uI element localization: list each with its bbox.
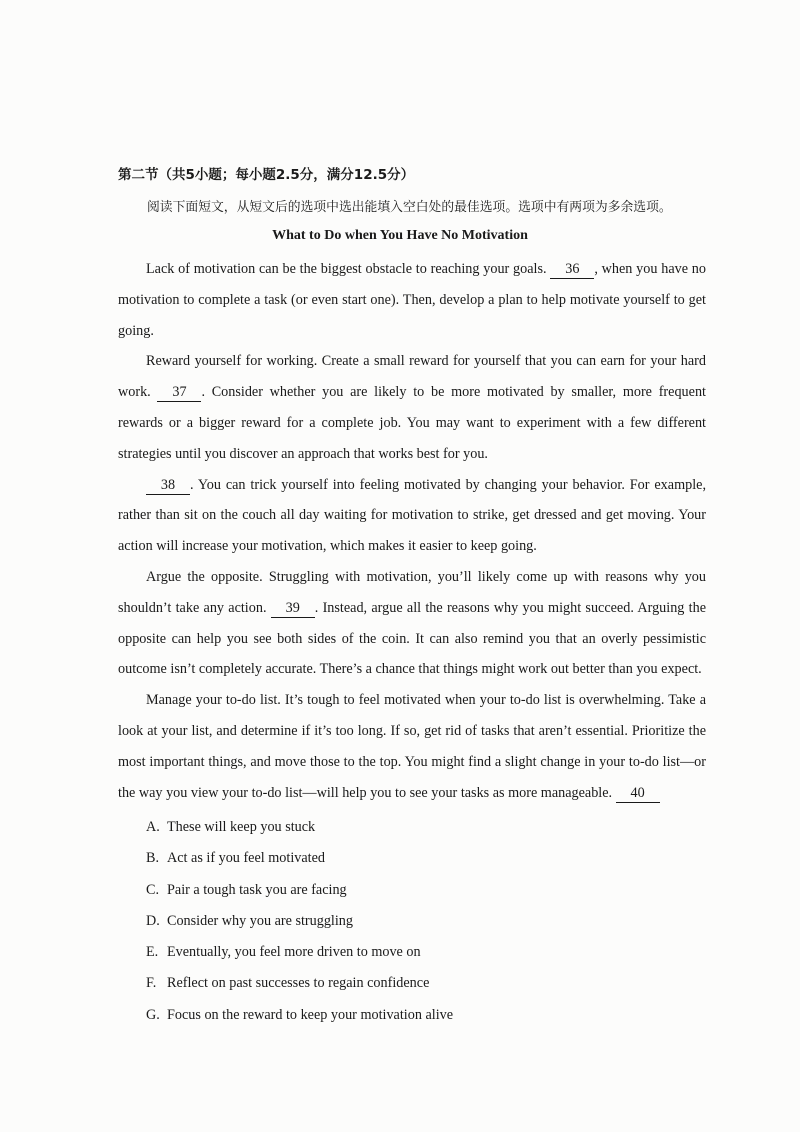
paragraph-text: Manage your to-do list. It’s tough to feel motivated when your to-do list is overwhelming. Take a look at your list, and determine if it’s too long. If so, get rid of tasks that aren’t essential. Prioritize the most important things, and move those to the top. You might find a slight change in your to-do list—or the way you view your to-do list—will help you to see your tasks as more manageable.: [118, 692, 706, 801]
option-letter: C.: [146, 881, 160, 898]
option-b: [146, 843, 453, 874]
paragraph-text: Argue the opposite. Struggling with motivation, you’ll likely come up with reasons why you shouldn’t take any action.: [118, 568, 706, 616]
blank-37: 37: [157, 384, 201, 402]
option-text: Eventually, you feel more driven to move on: [167, 944, 421, 961]
option-text: Consider why you are struggling: [167, 912, 353, 929]
option-letter: A.: [146, 819, 160, 835]
blank-36: 36: [550, 261, 594, 279]
paragraph-text: Reward yourself for working. Create a small reward for yourself that you can earn for your hard work.: [118, 353, 706, 401]
option-text: Focus on the reward to keep your motivation alive: [167, 1006, 454, 1023]
paragraph-text: Lack of motivation can be the biggest obstacle to reaching your goals.: [146, 261, 551, 277]
paragraph-text: , when you have no motivation to complete a task (or even start one). Then, develop a plan to help motivate yourself to get going.: [118, 261, 706, 339]
blank-40: 40: [616, 785, 660, 803]
blank-39: 39: [271, 600, 315, 618]
option-letter: B.: [146, 850, 160, 867]
option-text: Pair a tough task you are facing: [167, 881, 347, 898]
option-d: [146, 906, 453, 937]
option-text: Reflect on past successes to regain confidence: [167, 975, 430, 992]
option-text: Act as if you feel motivated: [167, 850, 325, 867]
option-letter: F.: [146, 975, 157, 992]
section-instruction: 阅读下面短文，从短文后的选项中选出能填入空白处的最佳选项。选项中有两项为多余选项。: [147, 200, 672, 215]
option-g: [146, 1000, 453, 1031]
option-letter: E.: [146, 944, 159, 961]
option-letter: G.: [146, 1006, 160, 1023]
option-c: [146, 875, 453, 906]
paragraph-1: [118, 254, 706, 346]
paragraph-text: . Instead, argue all the reasons why you might succeed. Arguing the opposite can help you see both sides of the coin. It can also remind you that an overly pessimistic outcome isn’t completely accurate. There’s a chance that things might work out better than you expect.: [118, 599, 706, 678]
passage-title: What to Do when You Have No Motivation: [272, 228, 528, 243]
option-e: [146, 937, 453, 968]
blank-38: 38: [146, 477, 190, 495]
option-letter: D.: [146, 912, 160, 929]
paragraph-5: [118, 685, 706, 808]
options-list: [146, 812, 453, 1031]
option-a: [146, 812, 453, 843]
section-header: 第二节（共5小题；每小题2.5分，满分12.5分）: [118, 167, 415, 183]
option-text: These will keep you stuck: [167, 819, 316, 835]
paragraph-4: [118, 562, 706, 685]
option-f: [146, 968, 453, 999]
paragraph-text: . You can trick yourself into feeling motivated by changing your behavior. For example, rather than sit on the couch all day waiting for motivation to strike, get dressed and get moving. Your action will increase your motivation, which makes it easier to keep going.: [118, 476, 706, 555]
paragraph-2: [118, 346, 706, 469]
paragraph-3: [118, 470, 706, 562]
paragraph-text: . Consider whether you are likely to be more motivated by smaller, more frequent rewards or a bigger reward for a complete job. You may want to experiment with a few different strategies until you discover an approach that works best for you.: [118, 384, 706, 462]
passage-body: [118, 254, 706, 808]
